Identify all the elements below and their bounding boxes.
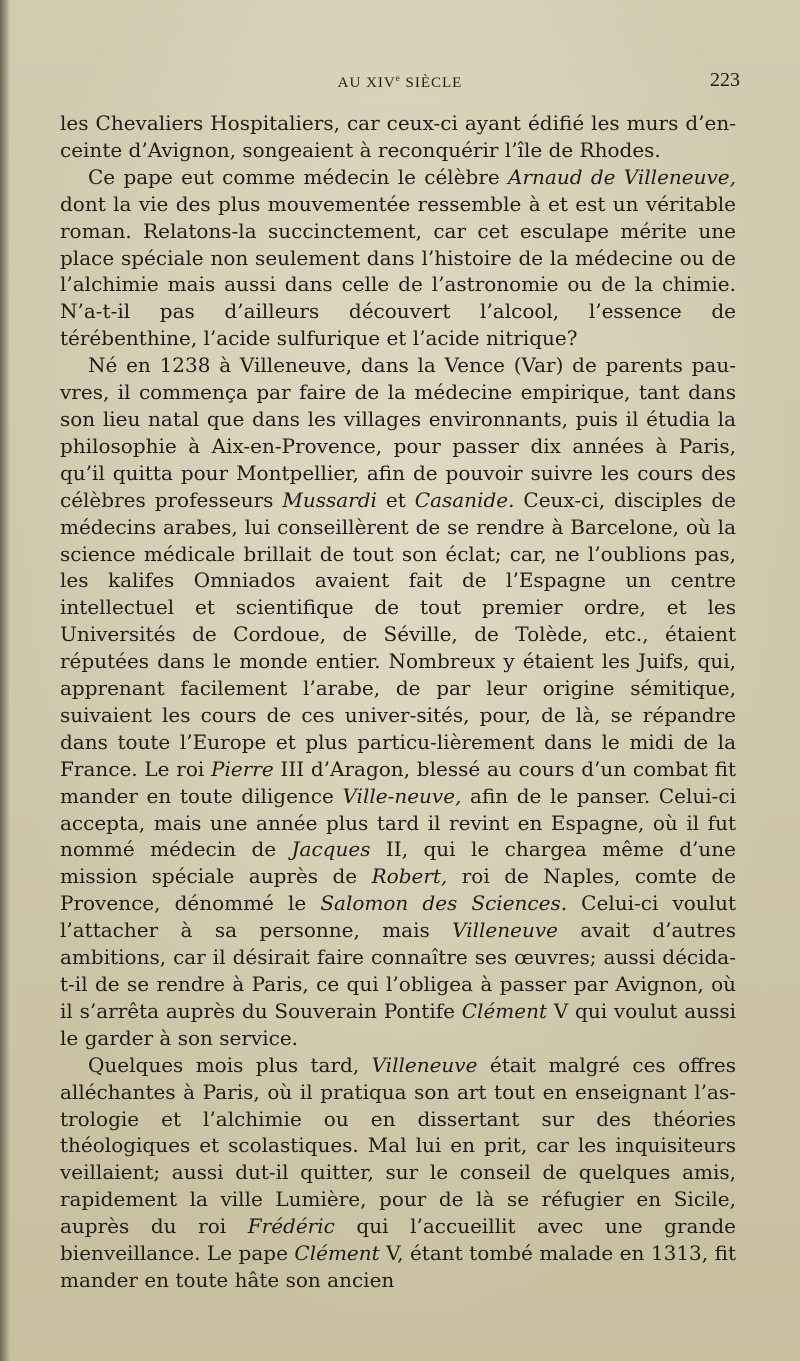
italic-text-run: Pierre bbox=[211, 756, 274, 781]
text-run: V qui voulut aussi le garder à son service. bbox=[60, 998, 736, 1050]
text-run: Ce pape eut comme médecin le célèbre bbox=[88, 164, 509, 189]
text-run: afin de le panser. Celui-ci accepta, mais une année plus tard il revint en Espagne, où il fut nommé médecin de bbox=[60, 783, 737, 862]
paragraph bbox=[60, 110, 736, 164]
header-title-suffix: SIÈCLE bbox=[400, 75, 463, 91]
italic-text-run: Ville-neuve, bbox=[342, 783, 462, 808]
page-number: 223 bbox=[710, 69, 740, 91]
italic-text-run: Robert, bbox=[371, 864, 448, 889]
text-run: roi de Naples, comte de Provence, dénommé le bbox=[60, 864, 736, 916]
body-text bbox=[60, 110, 736, 1294]
italic-text-run: Jacques bbox=[291, 837, 371, 862]
paragraph bbox=[60, 352, 736, 1052]
page-binding-shadow bbox=[0, 0, 10, 1361]
text-run: II, qui le chargea même d’une mission spéciale auprès de bbox=[60, 837, 736, 889]
text-run: les Chevaliers Hospitaliers, car ceux-ci ayant édifié les murs d’en-ceinte d’Avignon, songeaient à reconquérir l’île de Rhodes. bbox=[60, 111, 736, 162]
text-run: Quelques mois plus tard, bbox=[88, 1052, 372, 1077]
italic-text-run: Mussardi bbox=[282, 487, 377, 512]
text-run: Ceux-ci, disciples de médecins arabes, lui conseillèrent de se rendre à Barcelone, où la science médicale brillait de tout son éclat; car, ne l’oublions pas, les kalifes Omniados avaient fait de l’Espagne un centre intellectuel et scientifique de tout premier ordre, et les Universités de Cordoue, de Séville, de Tolède, etc., étaient réputées dans le monde entier. Nombreux y étaient les Juifs, qui, apprenant facilement l’arabe, de par leur origine sémitique, suivaient les cours de ces univer-sités, pour, de là, se répandre dans toute l’Europe et plus particu-lièrement dans le midi de la France. Le roi bbox=[60, 487, 736, 781]
italic-text-run: Casanide. bbox=[414, 487, 515, 512]
running-header-title bbox=[60, 73, 740, 92]
text-run: Né en 1238 à Villeneuve, dans la Vence (Var) de parents pau-vres, il commença par faire de la médecine empirique, tant dans son lieu natal que dans les villages environnants, puis il étudia la philosophie à Aix-en-Provence, pour passer dix années à Paris, qu’il quitta pour Montpellier, afin de pouvoir suivre les cours des célèbres professeurs bbox=[60, 353, 736, 512]
text-run: Celui-ci voulut l’attacher à sa personne, mais bbox=[60, 891, 736, 943]
italic-text-run: Frédéric bbox=[247, 1214, 335, 1239]
paragraph bbox=[60, 1052, 736, 1294]
text-run: et bbox=[376, 487, 415, 512]
header-title-prefix: AU XIV bbox=[337, 75, 396, 91]
italic-text-run: Arnaud de Villeneuve, bbox=[508, 164, 736, 189]
text-run: V, étant tombé malade en 1313, fit mander en toute hâte son ancien bbox=[60, 1241, 737, 1292]
text-run: qui l’accueillit avec une grande bienveillance. Le pape bbox=[60, 1214, 736, 1266]
header-title-sup: e bbox=[395, 73, 401, 83]
text-run: dont la vie des plus mouvementée ressemble à et est un véritable roman. Relatons-la succinctement, car cet esculape mérite une place spéciale non seulement dans l’histoire de la médecine ou de l’alchimie mais aussi dans celle de l’astronomie ou de la chimie. N’a-t-il pas d’ailleurs découvert l’alcool, l’essence de térébenthine, l’acide sulfurique et l’acide nitrique? bbox=[60, 191, 736, 351]
running-header bbox=[60, 69, 740, 97]
italic-text-run: Villeneuve bbox=[371, 1052, 478, 1077]
italic-text-run: Clément bbox=[294, 1241, 380, 1266]
text-run: était malgré ces offres alléchantes à Paris, où il pratiqua son art tout en enseignant l’as-trologie et l’alchimie ou en dissertant sur des théories théologiques et scolastiques. Mal lui en prit, car les inquisiteurs veillaient; aussi dut-il quitter, sur le conseil de quelques amis, rapidement la ville Lumière, pour de là se réfugier en Sicile, auprès du roi bbox=[60, 1052, 736, 1239]
italic-text-run: Salomon des Sciences. bbox=[320, 891, 568, 916]
text-run: III d’Aragon, blessé au cours d’un combat fit mander en toute diligence bbox=[60, 756, 736, 808]
text-run: avait d’autres ambitions, car il désirait faire connaître ses œuvres; aussi décida-t-il de se rendre à Paris, ce qui l’obligea à passer par Avignon, où il s’arrêta auprès du Souverain Pontife bbox=[60, 918, 736, 1023]
paragraph bbox=[60, 164, 736, 352]
italic-text-run: Villeneuve bbox=[452, 918, 558, 943]
italic-text-run: Clément bbox=[461, 998, 548, 1023]
